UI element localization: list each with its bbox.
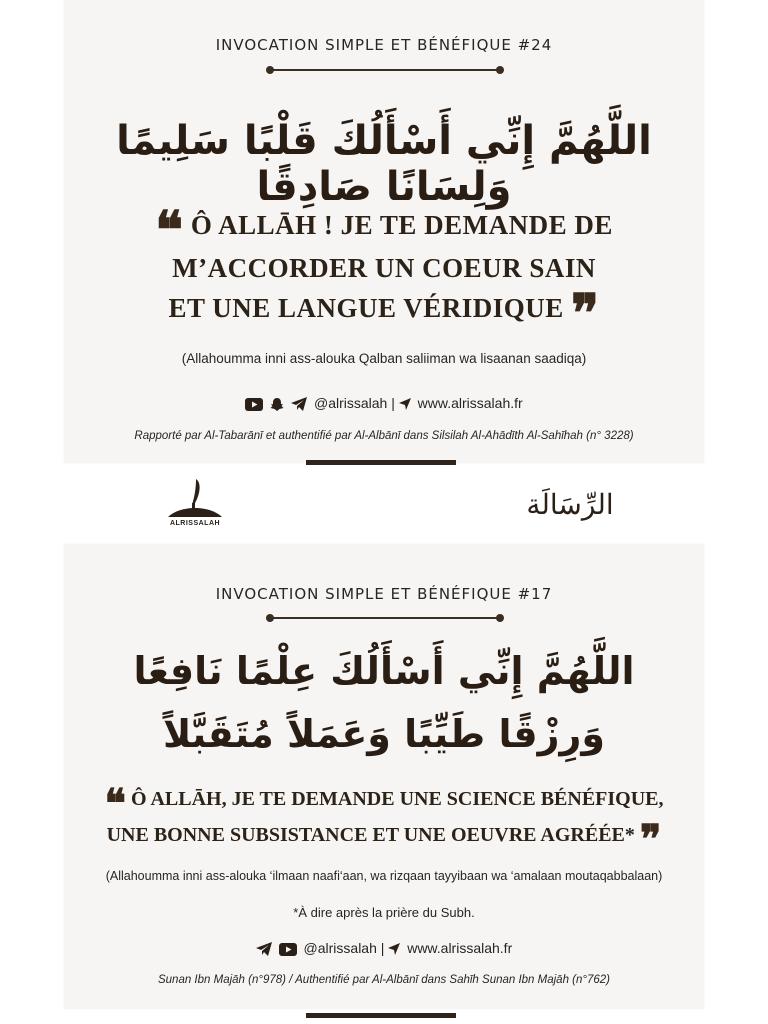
handle-link[interactable]: @alrissalah | [313, 395, 395, 411]
arabic-logo: الرِّسَالَة [526, 488, 614, 521]
arabic-line-2: وَرِزْقًا طَيِّبًا وَعَمَلاً مُتَقَبَّلاً [163, 712, 605, 756]
transliteration: (Allahoumma inni ass-alouka Qalban saliiman wa lisaanan saadiqa) [181, 351, 587, 366]
telegram-icon[interactable] [291, 397, 307, 411]
youtube-icon[interactable] [279, 943, 297, 956]
french-line-1 [64, 780, 704, 827]
transliteration: (Allahoumma inni ass-alouka ‘ilmaan naafi‘aan, wa rizqaan tayyibaan wa ‘amalaan moutaqabbalaan) [105, 869, 663, 883]
french-text: Ô ALLĀH, JE TE DEMANDE UNE SCIENCE BÉNÉFIQUE, [131, 788, 664, 810]
french-text: UNE BONNE SUBSISTANCE ET UNE OEUVRE AGRÉÉE* [106, 824, 635, 846]
french-line-1 [64, 200, 704, 261]
arabic-text: اللَّهُمَّ إِنِّي أَسْأَلُكَ قَلْبًا سَلِيمًا وَلِسَانًا صَادِقًا [116, 118, 652, 210]
open-quote-icon: ❝ [155, 200, 184, 261]
quill-icon [160, 475, 230, 521]
arabic-line-1: اللَّهُمَّ إِنِّي أَسْأَلُكَ عِلْمًا نَافِعًا [133, 649, 635, 693]
reference-text: Rapporté par Al-Tabarānī et authentifié par Al-Albānī dans Silsilah Al-Ahādīth Al-Sahīhah (n° 3228) [134, 430, 634, 442]
handle-link[interactable]: @alrissalah | [303, 940, 385, 956]
card-title: INVOCATION SIMPLE ET BÉNÉFIQUE #24 [215, 36, 553, 54]
telegram-icon[interactable] [256, 942, 272, 956]
social-row [64, 940, 704, 956]
title-divider [270, 617, 500, 619]
logo-text: ALRISSALAH [169, 520, 221, 527]
invocation-card-17 [64, 544, 704, 1009]
separator-bar [306, 1013, 456, 1018]
title-divider [270, 69, 500, 71]
french-line-2 [64, 816, 704, 863]
alrissalah-logo [160, 475, 230, 535]
social-row [64, 395, 704, 412]
close-quote-icon: ❞ [571, 283, 600, 344]
invocation-card-24 [64, 0, 704, 463]
send-icon [399, 398, 411, 410]
close-quote-icon: ❞ [639, 816, 662, 863]
website-link[interactable]: www.alrissalah.fr [417, 395, 523, 411]
send-icon [388, 943, 400, 955]
french-text: Ô ALLĀH ! JE TE DEMANDE DE [190, 210, 613, 240]
snapchat-icon[interactable] [270, 397, 284, 412]
footnote: *À dire après la prière du Subh. [293, 905, 475, 920]
french-line-2: M’ACCORDER UN COEUR SAIN [172, 253, 596, 283]
youtube-icon[interactable] [245, 398, 263, 411]
reference-text: Sunan Ibn Majāh (n°978) / Authentifié par Al-Albānī dans Sahīh Sunan Ibn Majāh (n°762) [157, 974, 611, 986]
card-title: INVOCATION SIMPLE ET BÉNÉFIQUE #17 [215, 585, 553, 603]
french-text: ET UNE LANGUE VÉRIDIQUE [168, 293, 564, 323]
website-link[interactable]: www.alrissalah.fr [407, 940, 513, 956]
french-line-3 [64, 283, 704, 344]
open-quote-icon: ❝ [104, 780, 126, 827]
separator-bar [306, 460, 456, 465]
